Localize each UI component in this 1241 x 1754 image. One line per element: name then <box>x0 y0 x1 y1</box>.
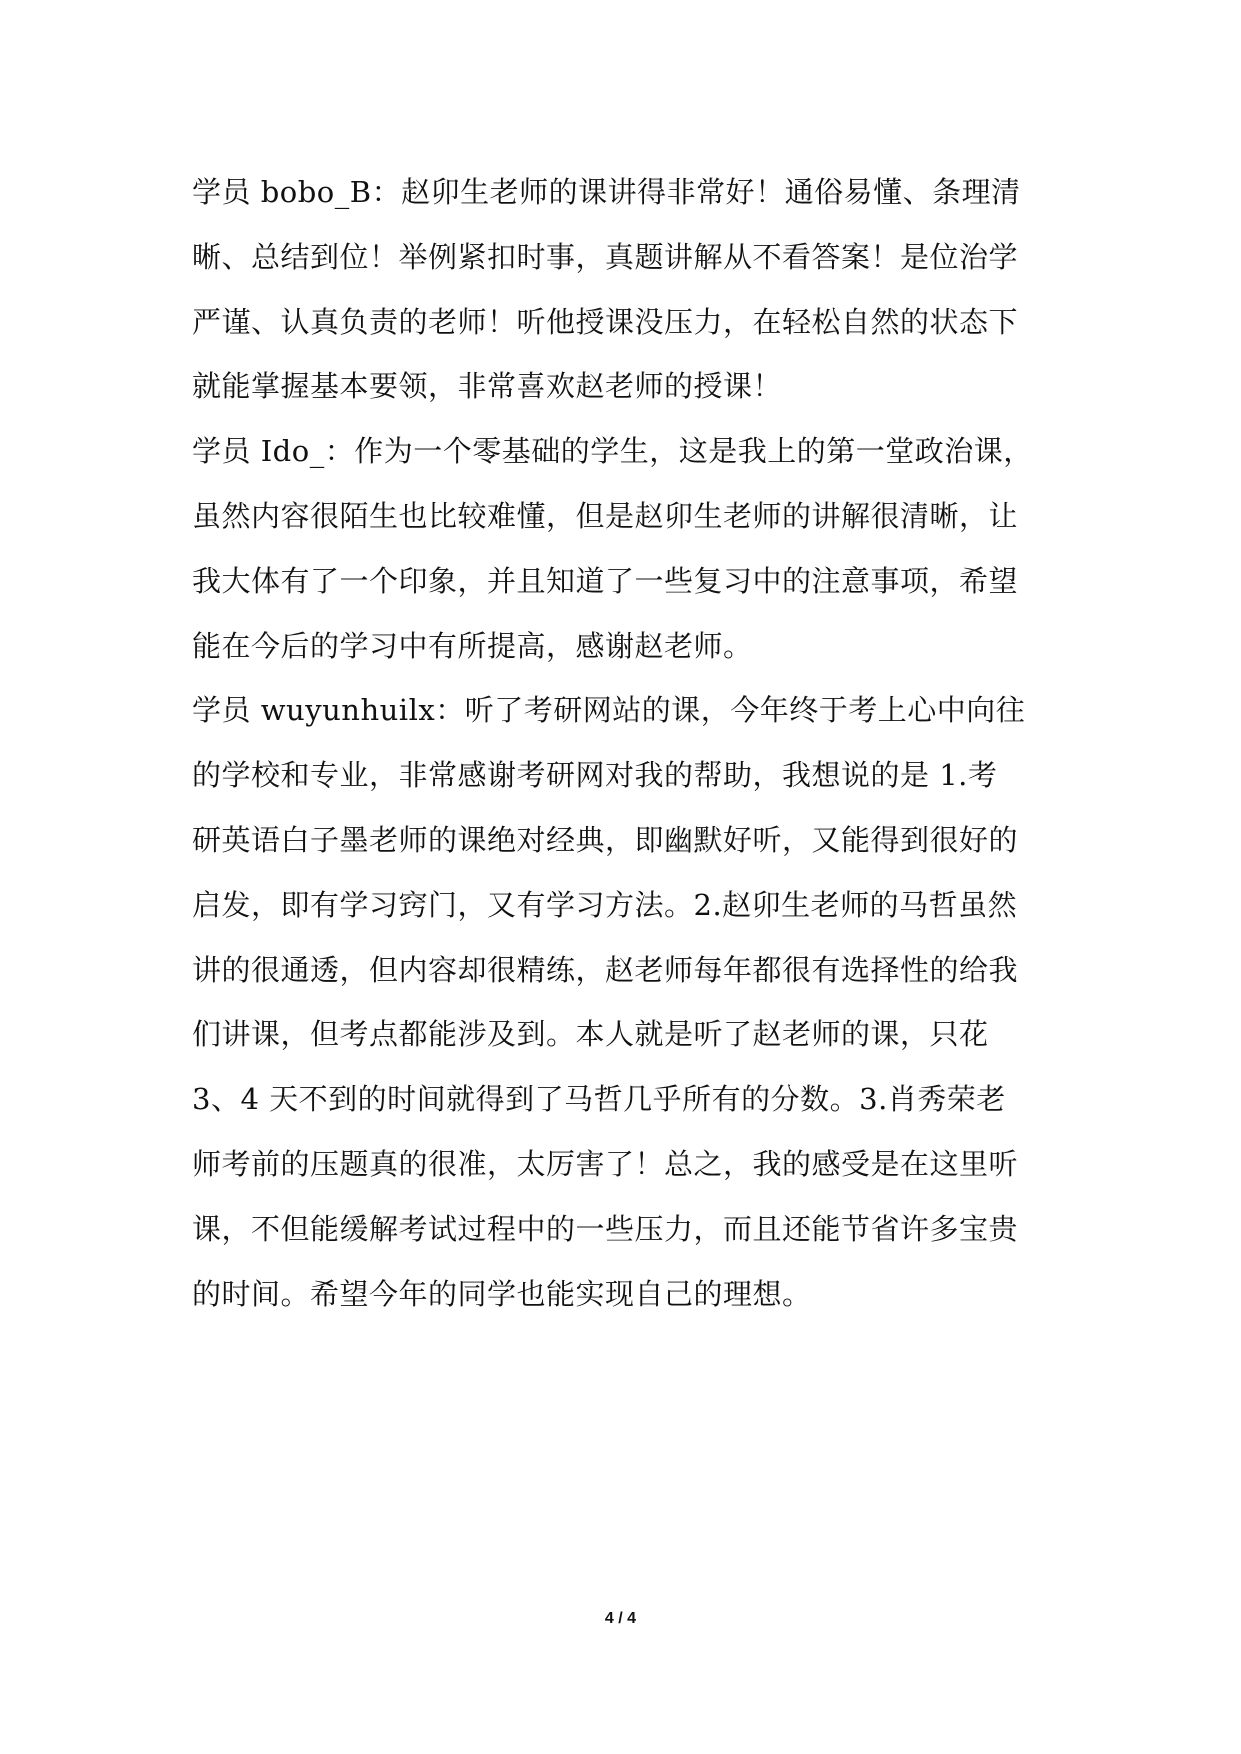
testimonial-paragraph-2 <box>192 419 1072 678</box>
text-line: 的时间。希望今年的同学也能实现自己的理想。 <box>192 1276 812 1311</box>
document-body <box>192 160 1072 1326</box>
text-line: 严谨、认真负责的老师！听他授课没压力，在轻松自然的状态下 <box>192 304 1019 339</box>
text-line: 就能掌握基本要领，非常喜欢赵老师的授课！ <box>192 369 783 404</box>
text-line: 学员 bobo_B：赵卯生老师的课讲得非常好！通俗易懂、条理清 <box>192 175 1021 209</box>
text-line: 讲的很通透，但内容却很精练，赵老师每年都很有选择性的给我 <box>192 952 1019 987</box>
text-line: 们讲课，但考点都能涉及到。本人就是听了赵老师的课，只花 <box>192 1017 989 1052</box>
text-line: 的学校和专业，非常感谢考研网对我的帮助，我想说的是 1.考 <box>192 758 998 793</box>
text-line: 课，不但能缓解考试过程中的一些压力，而且还能节省许多宝贵 <box>192 1211 1019 1246</box>
text-line: 我大体有了一个印象，并且知道了一些复习中的注意事项，希望 <box>192 563 1019 598</box>
testimonial-paragraph-1 <box>192 160 1072 419</box>
text-line: 3、4 天不到的时间就得到了马哲几乎所有的分数。3.肖秀荣老 <box>192 1082 1006 1117</box>
text-line: 启发，即有学习窍门，又有学习方法。2.赵卯生老师的马哲虽然 <box>192 887 1018 922</box>
text-line: 能在今后的学习中有所提高，感谢赵老师。 <box>192 628 753 663</box>
text-line: 研英语白子墨老师的课绝对经典，即幽默好听，又能得到很好的 <box>192 822 1019 857</box>
page-number: 4 / 4 <box>604 1610 637 1627</box>
text-line: 学员 Ido_：作为一个零基础的学生，这是我上的第一堂政治课， <box>192 434 1033 469</box>
text-line: 学员 wuyunhuilx：听了考研网站的课，今年终于考上心中向往 <box>192 693 1026 728</box>
text-line: 晰、总结到位！举例紧扣时事，真题讲解从不看答案！是位治学 <box>192 239 1019 274</box>
testimonial-paragraph-3 <box>192 678 1072 1326</box>
text-line: 师考前的压题真的很准，太厉害了！总之，我的感受是在这里听 <box>192 1146 1019 1181</box>
text-line: 虽然内容很陌生也比较难懂，但是赵卯生老师的讲解很清晰，让 <box>192 498 1019 533</box>
